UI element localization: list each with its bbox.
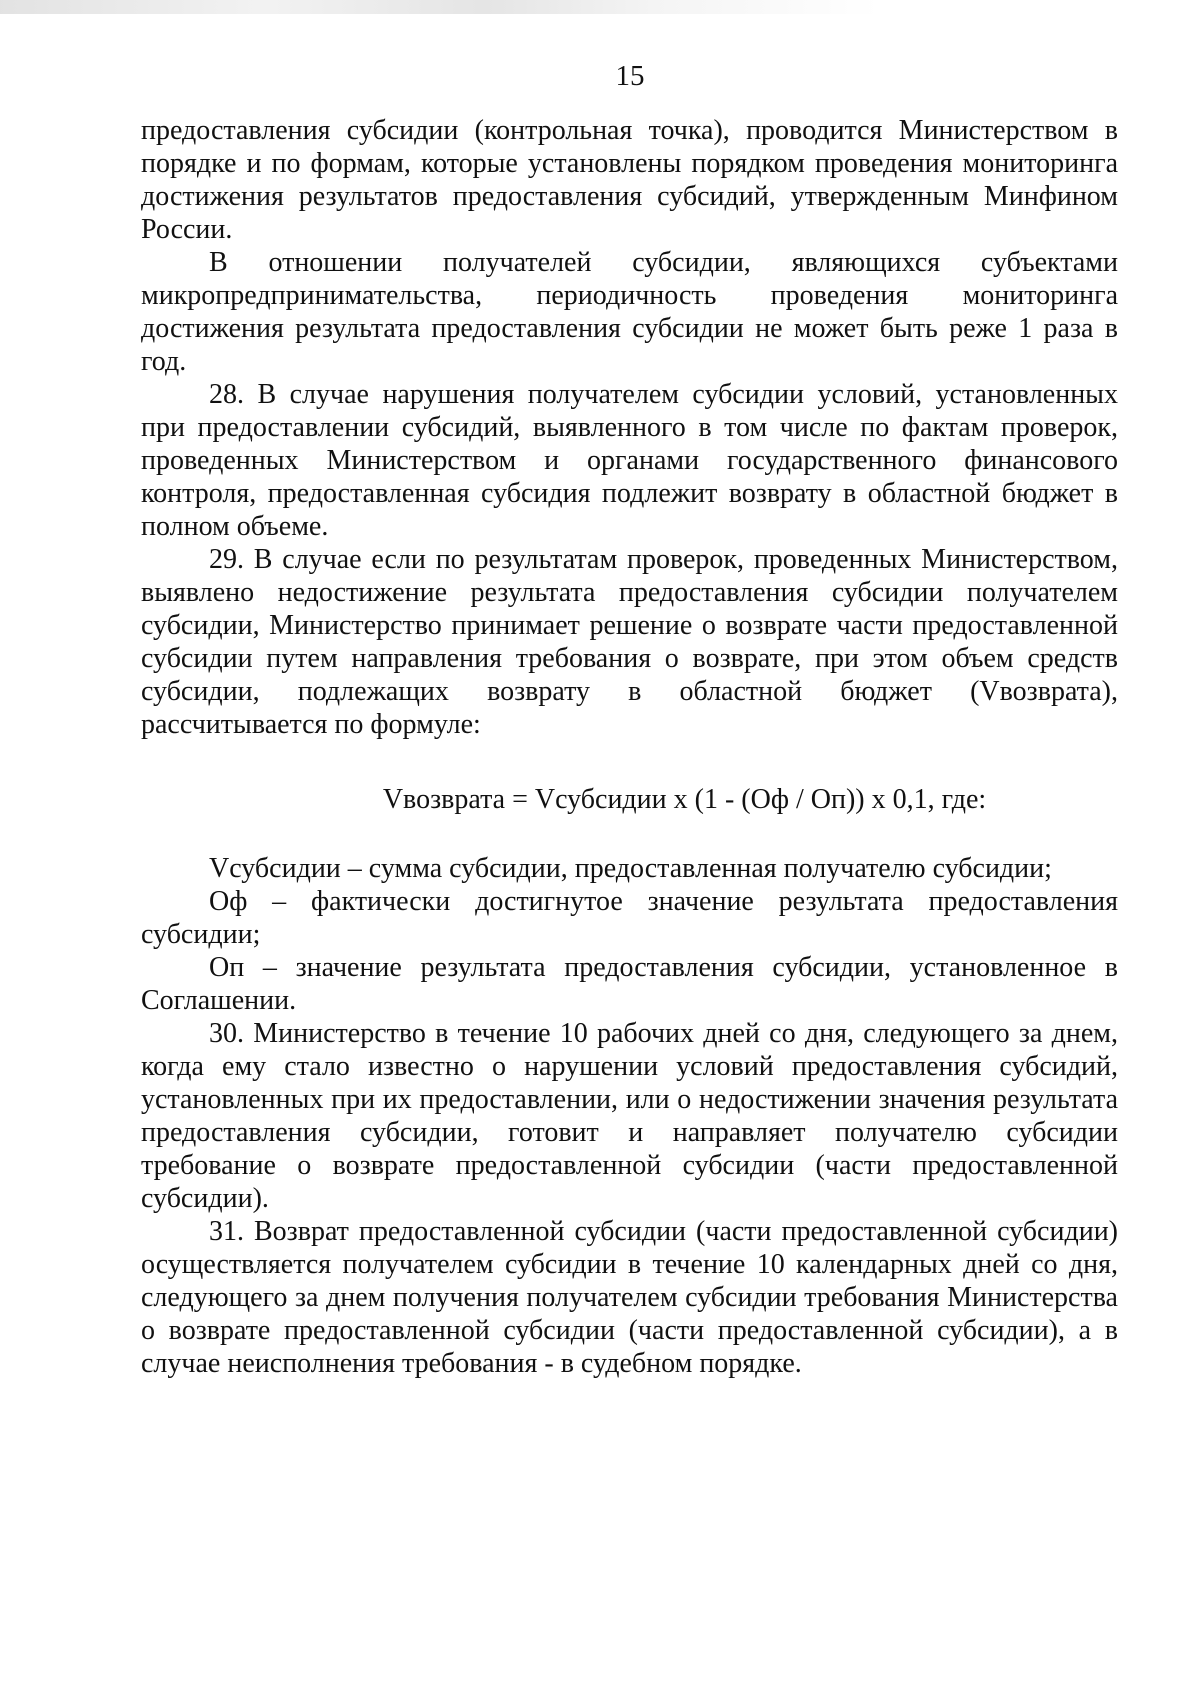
definition-v-subsidy: Vсубсидии – сумма субсидии, предоставленная получателю субсидии; bbox=[209, 853, 1052, 884]
paragraph-monitoring-procedure: предоставления субсидии (контрольная точка), проводится Министерством в порядке и по формам, которые установлены порядком проведения мониторинга достижения результатов предоставления субсидий, утвержденным Минфином России. bbox=[141, 115, 1118, 245]
definition-of-actual-value: Оф – фактически достигнутое значение результата предоставления субсидии; bbox=[141, 886, 1118, 950]
paragraph-30-return-demand: 30. Министерство в течение 10 рабочих дней со дня, следующего за днем, когда ему стало известно о нарушении условий предоставления субсидий, установленных при их предоставлении, или о недостижении значения результата предоставления субсидии, готовит и направляет получателю субсидии требование о возврате предоставленной субсидии (части предоставленной субсидии). bbox=[141, 1018, 1118, 1214]
paragraph-31-return-deadline: 31. Возврат предоставленной субсидии (части предоставленной субсидии) осуществляется получателем субсидии в течение 10 календарных дней со дня, следующего за днем получения получателем субсидии требования Министерства о возврате предоставленной субсидии (части предоставленной субсидии), а в случае неисполнения требования - в судебном порядке. bbox=[141, 1216, 1118, 1379]
paragraph-microbusiness-monitoring: В отношении получателей субсидии, являющихся субъектами микропредпринимательства, периодичность проведения мониторинга достижения результата предоставления субсидии не может быть реже 1 раза в год. bbox=[141, 247, 1118, 377]
paragraph-29-partial-return: 29. В случае если по результатам проверок, проведенных Министерством, выявлено недостижение результата предоставления субсидии получателем субсидии, Министерство принимает решение о возврате части предоставленной субсидии путем направления требования о возврате, при этом объем средств субсидии, подлежащих возврату в областной бюджет (Vвозврата), рассчитывается по формуле: bbox=[141, 544, 1118, 740]
scan-edge-artifact bbox=[0, 0, 880, 14]
page-number: 15 bbox=[615, 60, 645, 92]
definition-op-planned-value: Оп – значение результата предоставления субсидии, установленное в Соглашении. bbox=[141, 952, 1118, 1016]
document-body bbox=[141, 114, 1118, 1380]
paragraph-28-violation-return: 28. В случае нарушения получателем субсидии условий, установленных при предоставлении субсидий, выявленного в том числе по фактам проверок, проведенных Министерством и органами государственного финансового контроля, предоставленная субсидия подлежит возврату в областной бюджет в полном объеме. bbox=[141, 379, 1118, 542]
return-formula: Vвозврата = Vсубсидии x (1 - (Оф / Оп)) x 0,1, где: bbox=[382, 784, 987, 815]
